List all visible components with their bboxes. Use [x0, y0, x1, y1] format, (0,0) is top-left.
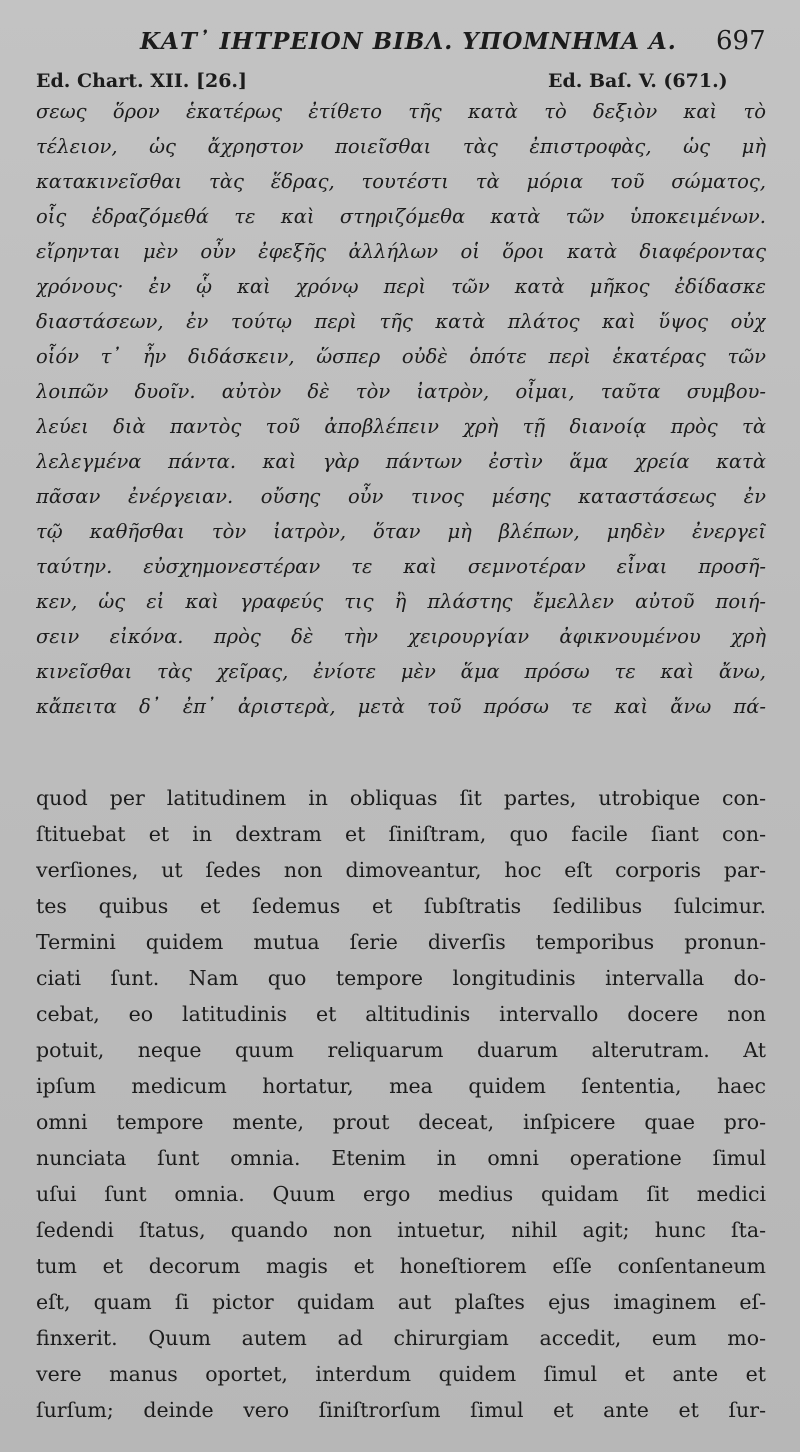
greek-line: οἷς ἑδραζόμεθά τε καὶ στηριζόμεθα κατὰ τῶν ὑποκειμένων. [36, 205, 766, 228]
latin-line: finxerit. Quum autem ad chirurgiam accedit, eum mo- [36, 1326, 766, 1350]
greek-line: σειν εἰκόνα. πρὸς δὲ τὴν χειρουργίαν ἀφικνουμένου χρὴ [36, 625, 766, 648]
greek-line: οἷόν τ᾽ ἦν διδάσκειν, ὥσπερ οὐδὲ ὁπότε περὶ ἑκατέρας τῶν [36, 345, 766, 368]
latin-line: eſt, quam ſi pictor quidam aut plaſtes ejus imaginem eſ- [36, 1290, 766, 1314]
latin-line: tum et decorum magis et honeſtiorem eſſe conſentaneum [36, 1254, 766, 1278]
page-number: 697 [716, 26, 766, 56]
greek-line: λελεγμένα πάντα. καὶ γὰρ πάντων ἐστὶν ἅμα χρεία κατὰ [36, 450, 766, 473]
latin-line: ſedendi ſtatus, quando non intuetur, nihil agit; hunc ſta- [36, 1218, 766, 1242]
latin-line: vere manus oportet, interdum quidem ſimul et ante et [36, 1362, 766, 1386]
edition-reference-chartier: Ed. Chart. XII. [26.] [36, 70, 248, 92]
latin-line: potuit, neque quum reliquarum duarum alterutram. At [36, 1038, 766, 1062]
greek-line: λοιπῶν δυοῖν. αὐτὸν δὲ τὸν ἰατρὸν, οἶμαι, ταῦτα συμβου- [36, 380, 766, 403]
latin-line: ipſum medicum hortatur, mea quidem ſententia, haec [36, 1074, 766, 1098]
greek-line: εἴρηνται μὲν οὖν ἐφεξῆς ἀλλήλων οἱ ὅροι κατὰ διαφέροντας [36, 240, 766, 263]
latin-line: ſurſum; deinde vero ſiniſtrorſum ſimul et ante et ſur- [36, 1398, 766, 1422]
latin-line: quod per latitudinem in obliquas ſit partes, utrobique con- [36, 786, 766, 810]
latin-line: verſiones, ut ſedes non dimoveantur, hoc eſt corporis par- [36, 858, 766, 882]
greek-line: λεύει διὰ παντὸς τοῦ ἀποβλέπειν χρὴ τῇ διανοίᾳ πρὸς τὰ [36, 415, 766, 438]
greek-line: σεως ὅρον ἑκατέρως ἐτίθετο τῆς κατὰ τὸ δεξιὸν καὶ τὸ [36, 100, 766, 123]
greek-line: τῷ καθῆσθαι τὸν ἰατρὸν, ὅταν μὴ βλέπων, μηδὲν ἐνεργεῖ [36, 520, 766, 543]
latin-line: Termini quidem mutua ſerie diverſis temporibus pronun- [36, 930, 766, 954]
greek-line: ταύτην. εὐσχημονεστέραν τε καὶ σεμνοτέραν εἶναι προσῆ- [36, 555, 766, 578]
edition-reference-basel: Ed. Baſ. V. (671.) [548, 70, 728, 92]
latin-line: nunciata ſunt omnia. Etenim in omni operatione ſimul [36, 1146, 766, 1170]
greek-line: χρόνους· ἐν ᾧ καὶ χρόνῳ περὶ τῶν κατὰ μῆκος ἐδίδασκε [36, 275, 766, 298]
latin-line: cebat, eo latitudinis et altitudinis intervallo docere non [36, 1002, 766, 1026]
greek-line: κινεῖσθαι τὰς χεῖρας, ἐνίοτε μὲν ἅμα πρόσω τε καὶ ἄνω, [36, 660, 766, 683]
greek-line: κεν, ὡς εἰ καὶ γραφεύς τις ἢ πλάστης ἔμελλεν αὐτοῦ ποιή- [36, 590, 766, 613]
greek-line: διαστάσεων, ἐν τούτῳ περὶ τῆς κατὰ πλάτος καὶ ὕψος οὐχ [36, 310, 766, 333]
latin-line: ſtituebat et in dextram et ſiniſtram, quo facile ſiant con- [36, 822, 766, 846]
running-head: ΚΑΤ᾽ ΙΗΤΡΕΙΟΝ ΒΙΒΛ. ΥΠΟΜΝΗΜΑ Α. [140, 28, 677, 55]
latin-line: uſui ſunt omnia. Quum ergo medius quidam ſit medici [36, 1182, 766, 1206]
latin-line: omni tempore mente, prout deceat, inſpicere quae pro- [36, 1110, 766, 1134]
latin-line: tes quibus et ſedemus et ſubſtratis ſedilibus ſulcimur. [36, 894, 766, 918]
greek-line: κἄπειτα δ᾽ ἐπ᾽ ἀριστερὰ, μετὰ τοῦ πρόσω τε καὶ ἄνω πά- [36, 695, 766, 718]
latin-line: ciati ſunt. Nam quo tempore longitudinis intervalla do- [36, 966, 766, 990]
greek-line: κατακινεῖσθαι τὰς ἕδρας, τουτέστι τὰ μόρια τοῦ σώματος, [36, 170, 766, 193]
greek-line: πᾶσαν ἐνέργειαν. οὔσης οὖν τινος μέσης καταστάσεως ἐν [36, 485, 766, 508]
greek-line: τέλειον, ὡς ἄχρηστον ποιεῖσθαι τὰς ἐπιστροφὰς, ὡς μὴ [36, 135, 766, 158]
